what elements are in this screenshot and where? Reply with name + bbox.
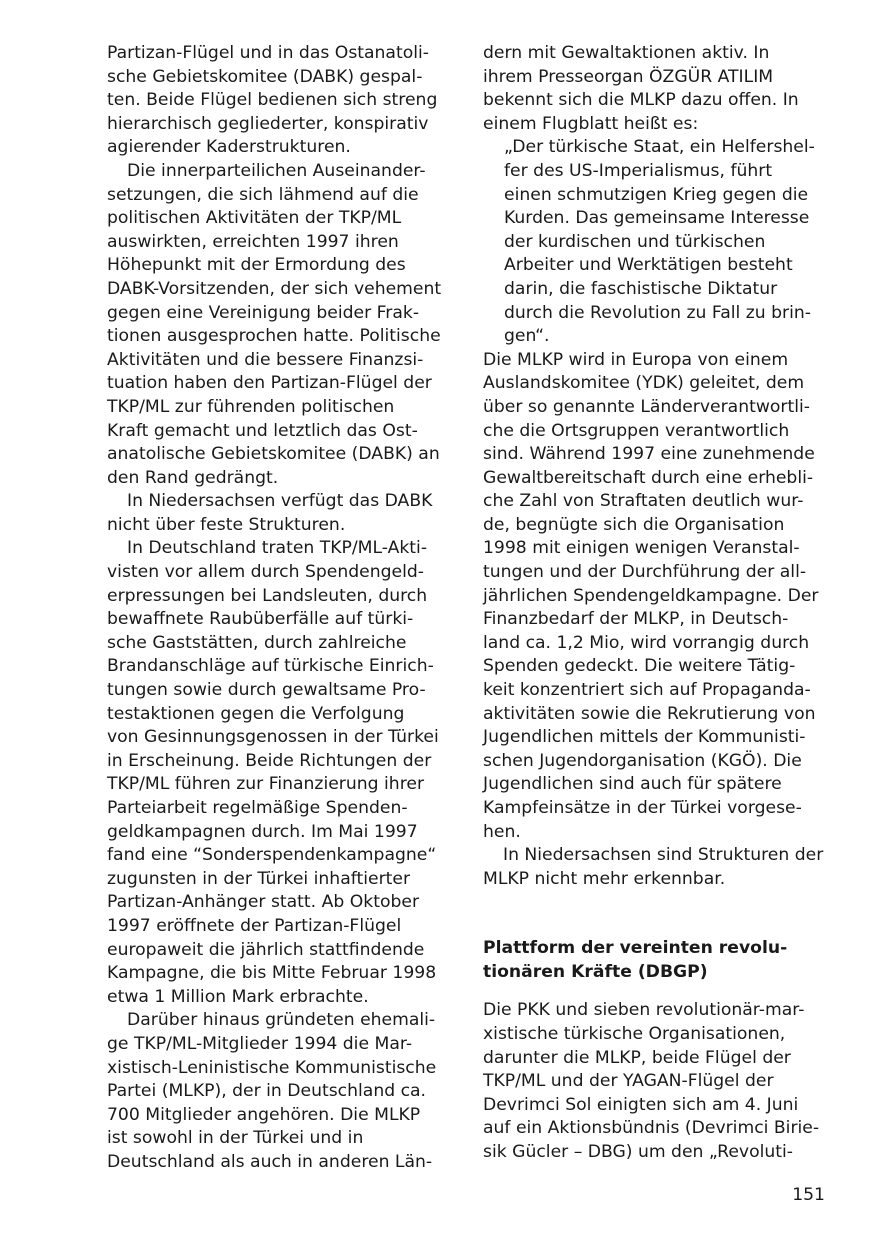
text-line: tungen sowie durch gewaltsame Pro- [107, 680, 426, 701]
text-line: TKP/ML führen zur Finanzierung ihrer [107, 774, 425, 795]
text-line: 1998 mit einigen wenigen Veranstal- [483, 538, 800, 559]
text-line: bekennt sich die MLKP dazu offen. In [483, 90, 799, 111]
text-line: TKP/ML zur führenden politischen [107, 396, 395, 417]
text-line: Kraft gemacht und letztlich das Ost- [107, 420, 418, 441]
heading-line: tionären Kräfte (DBGP) [483, 962, 708, 983]
text-line: Partizan-Flügel und in das Ostanatoli- [107, 43, 429, 63]
text-line: europaweit die jährlich stattfindende [107, 939, 425, 960]
text-line: Jugendlichen mittels der Kommunisti- [483, 727, 806, 748]
text-line: ge TKP/ML-Mitglieder 1994 die Mar- [107, 1033, 413, 1054]
text-line: in Erscheinung. Beide Richtungen der [107, 750, 432, 771]
text-line: Parteiarbeit regelmäßige Spenden- [107, 798, 408, 818]
text-line: dern mit Gewaltaktionen aktiv. In [483, 43, 770, 63]
text-line: Partei (MLKP), der in Deutschland ca. [107, 1081, 427, 1102]
text-line: bewaffnete Raubüberfälle auf türki- [107, 609, 414, 630]
text-line: In Niedersachsen verfügt das DABK [127, 491, 433, 512]
text-line: visten vor allem durch Spendengeld- [107, 562, 424, 583]
text-line: ten. Beide Flügel bedienen sich streng [107, 90, 438, 111]
heading-line: Plattform der vereinten revolu- [483, 938, 788, 959]
section-heading [483, 937, 833, 985]
text-line: che Zahl von Straftaten deutlich wur- [483, 491, 804, 512]
text-line: Die MLKP wird in Europa von einem [483, 349, 789, 370]
text-line: Auslandskomitee (YDK) geleitet, dem [483, 373, 805, 394]
text-line: tuation haben den Partizan-Flügel der [107, 373, 432, 394]
text-line: setzungen, die sich lähmend auf die [107, 184, 419, 205]
text-line: MLKP nicht mehr erkennbar. [483, 868, 726, 889]
heading-spacer [483, 985, 833, 999]
text-line: geldkampagnen durch. Im Mai 1997 [107, 821, 418, 842]
text-line: etwa 1 Million Mark erbrachte. [107, 986, 369, 1007]
quote-line: durch die Revolution zu Fall zu brin- [504, 302, 811, 323]
text-line: tionen ausgesprochen hatte. Politische [107, 326, 441, 347]
text-line: sche Gebietskomitee (DABK) gespal- [107, 66, 423, 87]
text-line: darunter die MLKP, beide Flügel der [483, 1047, 791, 1068]
text-line: jährlichen Spendengeldkampagne. Der [483, 585, 819, 606]
text-line: Jugendlichen sind auch für spätere [483, 774, 782, 795]
text-line: Devrimci Sol einigten sich am 4. Juni [483, 1094, 799, 1115]
text-line: TKP/ML und der YAGAN-Flügel der [483, 1071, 774, 1092]
text-line: 1997 eröffnete der Partizan-Flügel [107, 915, 402, 936]
quote-line: darin, die faschistische Diktatur [504, 278, 778, 299]
text-line: In Deutschland traten TKP/ML-Akti- [127, 538, 428, 559]
text-line: Aktivitäten und die bessere Finanzsi- [107, 349, 424, 370]
text-line: ist sowohl in der Türkei und in [107, 1128, 364, 1149]
text-line: sche Gaststätten, durch zahlreiche [107, 632, 407, 653]
text-line: agierender Kaderstrukturen. [107, 137, 351, 158]
quote-line: Kurden. Das gemeinsame Interesse [504, 208, 810, 229]
text-line: gegen eine Vereinigung beider Frak- [107, 302, 420, 323]
quote-line: einen schmutzigen Krieg gegen die [504, 184, 809, 205]
section-spacer [483, 891, 833, 937]
text-line: Partizan-Anhänger statt. Ab Oktober [107, 892, 420, 913]
text-line: Darüber hinaus gründeten ehemali- [127, 1010, 436, 1031]
left-column [107, 42, 455, 1175]
text-line: von Gesinnungsgenossen in der Türkei [107, 727, 439, 748]
text-line: schen Jugendorganisation (KGÖ). Die [483, 750, 802, 771]
text-line: de, begnügte sich die Organisation [483, 514, 785, 535]
text-line: anatolische Gebietskomitee (DABK) an [107, 444, 440, 465]
text-line: sik Gücler – DBG) um den „Revoluti- [483, 1141, 794, 1162]
text-line: Kampagne, die bis Mitte Februar 1998 [107, 963, 437, 984]
text-line: Finanzbedarf der MLKP, in Deutsch- [483, 609, 789, 630]
right-column [483, 42, 833, 1165]
text-line: zugunsten in der Türkei inhaftierter [107, 868, 411, 889]
quote-line: der kurdischen und türkischen [504, 231, 766, 252]
text-line: über so genannte Länderverantwortli- [483, 396, 810, 417]
text-line: land ca. 1,2 Mio, wird vorrangig durch [483, 632, 810, 653]
text-line: testaktionen gegen die Verfolgung [107, 703, 405, 724]
text-line: Kampfeinsätze in der Türkei vorgese- [483, 798, 802, 818]
text-line: politischen Aktivitäten der TKP/ML [107, 208, 402, 229]
text-line: Gewaltbereitschaft durch eine erhebli- [483, 467, 814, 488]
text-line: keit konzentriert sich auf Propaganda- [483, 680, 811, 701]
text-line: che die Ortsgruppen verantwortlich [483, 420, 790, 441]
quote-line: gen“. [504, 326, 550, 347]
quote-line: „Der türkische Staat, ein Helfershel- [504, 137, 815, 158]
text-line: Spenden gedeckt. Die weitere Tätig- [483, 656, 796, 677]
text-line: 700 Mitglieder angehören. Die MLKP [107, 1104, 421, 1125]
text-line: xistische türkische Organisationen, [483, 1023, 786, 1044]
text-line: auswirkten, erreichten 1997 ihren [107, 231, 399, 252]
text-line: den Rand gedrängt. [107, 467, 279, 488]
text-line: nicht über feste Strukturen. [107, 514, 346, 535]
text-line: einem Flugblatt heißt es: [483, 113, 699, 134]
quote-line: fer des US-Imperialismus, führt [504, 160, 773, 181]
text-line: hierarchisch gegliederter, konspirativ [107, 113, 429, 134]
text-line: Höhepunkt mit der Ermordung des [107, 255, 406, 276]
quote-line: Arbeiter und Werktätigen besteht [504, 255, 793, 276]
text-line: sind. Während 1997 eine zunehmende [483, 444, 815, 465]
text-line: aktivitäten sowie die Rekrutierung von [483, 703, 816, 724]
text-line: ihrem Presseorgan ÖZGÜR ATILIM [483, 66, 774, 87]
text-line: fand eine “Sonderspendenkampagne“ [107, 845, 437, 866]
text-line: Brandanschläge auf türkische Einrich- [107, 656, 434, 677]
text-line: hen. [483, 821, 521, 842]
text-line: auf ein Aktionsbündnis (Devrimci Birie- [483, 1118, 820, 1139]
text-line: xistisch-Leninistische Kommunistische [107, 1057, 437, 1078]
text-line: Die innerparteilichen Auseinander- [127, 160, 426, 181]
text-line: erpressungen bei Landsleuten, durch [107, 585, 428, 606]
text-line: Die PKK und sieben revolutionär-mar- [483, 1000, 805, 1021]
page-number: 151 [792, 1185, 825, 1205]
text-line: DABK-Vorsitzenden, der sich vehement [107, 278, 442, 299]
text-line: In Niedersachsen sind Strukturen der [503, 845, 824, 866]
text-line: tungen und der Durchführung der all- [483, 562, 807, 583]
text-line: Deutschland als auch in anderen Län- [107, 1151, 433, 1172]
